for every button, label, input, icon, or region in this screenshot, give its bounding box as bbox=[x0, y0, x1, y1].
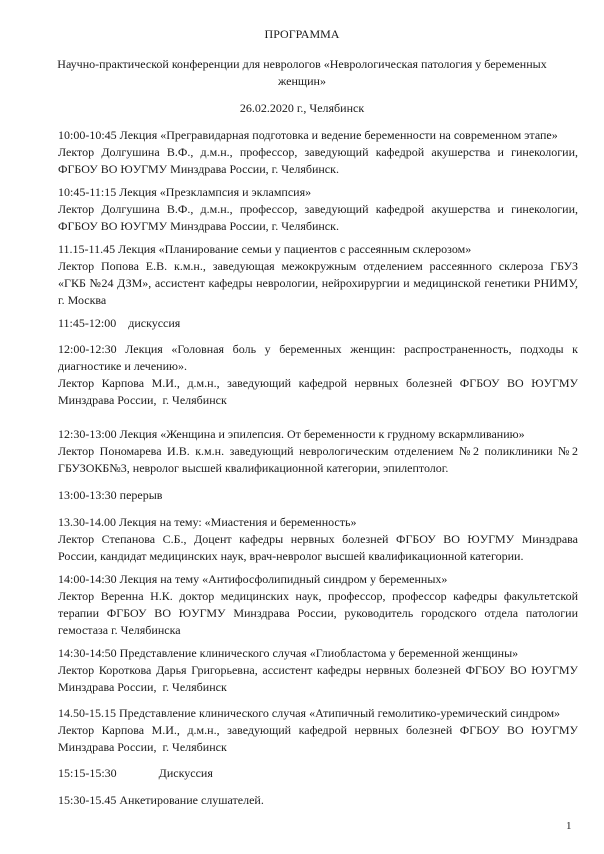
schedule-item bbox=[58, 765, 578, 782]
schedule-item bbox=[58, 341, 578, 409]
date-place: 26.02.2020 г., Челябинск bbox=[239, 101, 365, 115]
schedule-item bbox=[58, 315, 578, 332]
lecturer-line: Минздрава России, г. Челябинск bbox=[58, 680, 227, 694]
session-title-line: диагностике и лечению». bbox=[58, 359, 187, 373]
lecturer-line: терапии ФГБОУ ВО ЮУГМУ Минздрава России, руководитель городского отдела патологии bbox=[58, 606, 578, 620]
session-title-line: 12:00-12:30 Лекция «Головная боль у беременных женщин: распространенность, подходы к bbox=[58, 342, 578, 356]
session-title-line: 13.30-14.00 Лекция на тему: «Миастения и беременность» bbox=[58, 515, 357, 529]
session-title-line: 11.15-11.45 Лекция «Планирование семьи у пациентов с рассеянным склерозом» bbox=[58, 242, 472, 256]
lecturer-line: Лектор Пономарева И.В. к.м.н. заведующий неврологическим отделением №2 поликлиники №2 bbox=[58, 444, 578, 458]
lecturer-line: гемостаза г. Челябинска bbox=[58, 623, 181, 637]
page-number: 1 bbox=[566, 820, 572, 832]
lecturer-line: Лектор Карпова М.И., д.м.н., заведующий кафедрой нервных болезней ФГБОУ ВО ЮУГМУ bbox=[58, 376, 578, 390]
schedule-item bbox=[58, 487, 578, 504]
lecturer-line: «ГКБ №24 ДЗМ», ассистент кафедры неврологии, нейрохирургии и медицинской генетики РНИМУ, bbox=[58, 276, 578, 290]
lecturer-line: России, кандидат медицинских наук, врач-невролог высшей квалификационной категории. bbox=[58, 549, 524, 563]
session-title-line: 11:45-12:00 дискуссия bbox=[58, 316, 181, 330]
lecturer-line: Лектор Долгушина В.Ф., д.м.н., профессор, заведующий кафедрой акушерства и гинекологии, bbox=[58, 145, 578, 159]
schedule-item bbox=[58, 426, 578, 477]
schedule-item bbox=[58, 792, 578, 809]
lecturer-line: Лектор Карпова М.И., д.м.н., заведующий кафедрой нервных болезней ФГБОУ ВО ЮУГМУ bbox=[58, 723, 578, 737]
lecturer-line: г. Москва bbox=[58, 293, 107, 307]
subtitle-line: женщин» bbox=[278, 74, 326, 88]
schedule-item bbox=[58, 645, 578, 696]
session-title-line: 15:30-15.45 Анкетирование слушателей. bbox=[58, 793, 264, 807]
lecturer-line: Лектор Степанова С.Б., Доцент кафедры нервных болезней ФГБОУ ВО ЮУГМУ Минздрава bbox=[58, 532, 578, 546]
lecturer-line: Лектор Долгушина В.Ф., д.м.н., профессор, заведующий кафедрой акушерства и гинекологии, bbox=[58, 202, 578, 216]
session-title-line: 14:00-14:30 Лекция на тему «Антифосфолипидный синдром у беременных» bbox=[58, 572, 448, 586]
lecturer-line: ГБУЗОКБ№3, невролог высшей квалификационной категории, эпилептолог. bbox=[58, 461, 449, 475]
session-title-line: 10:00-10:45 Лекция «Прегравидарная подготовка и ведение беременности на современном этапе» bbox=[58, 128, 558, 142]
document-title: ПРОГРАММА bbox=[264, 27, 340, 41]
lecturer-line: Лектор Короткова Дарья Григорьевна, ассистент кафедры нервных болезней ФГБОУ ВО ЮУГМУ bbox=[58, 663, 578, 677]
subtitle-line: Научно-практической конференции для неврологов «Неврологическая патология у беременных bbox=[57, 57, 547, 71]
schedule-item bbox=[58, 184, 578, 235]
lecturer-line: ФГБОУ ВО ЮУГМУ Минздрава России, г. Челябинск. bbox=[58, 162, 339, 176]
session-title-line: 10:45-11:15 Лекция «Презклампсия и эклампсия» bbox=[58, 185, 312, 199]
lecturer-line: Минздрава России, г. Челябинск bbox=[58, 740, 227, 754]
schedule-item bbox=[58, 514, 578, 565]
schedule bbox=[58, 127, 578, 809]
session-title-line: 13:00-13:30 перерыв bbox=[58, 488, 163, 502]
session-title-line: 12:30-13:00 Лекция «Женщина и эпилепсия. От беременности к грудному вскармливанию» bbox=[58, 427, 525, 441]
lecturer-line: Лектор Попова Е.В. к.м.н., заведующая межокружным отделением рассеянного склероза ГБУЗ bbox=[58, 259, 578, 273]
session-title-line: 14:30-14:50 Представление клинического случая «Глиобластома у беременной женщины» bbox=[58, 646, 519, 660]
session-title-line: 15:15-15:30 Дискуссия bbox=[58, 766, 213, 780]
schedule-item bbox=[58, 571, 578, 639]
lecturer-line: Лектор Веренна Н.К. доктор медицинских наук, профессор, профессор кафедры факультетской bbox=[58, 589, 578, 603]
conference-subtitle bbox=[40, 56, 564, 90]
session-title-line: 14.50-15.15 Представление клинического случая «Атипичный гемолитико-уремический синдром» bbox=[58, 706, 561, 720]
lecturer-line: ФГБОУ ВО ЮУГМУ Минздрава России, г. Челябинск. bbox=[58, 219, 339, 233]
schedule-item bbox=[58, 705, 578, 756]
schedule-item bbox=[58, 241, 578, 309]
lecturer-line: Минздрава России, г. Челябинск bbox=[58, 393, 227, 407]
schedule-item bbox=[58, 127, 578, 178]
